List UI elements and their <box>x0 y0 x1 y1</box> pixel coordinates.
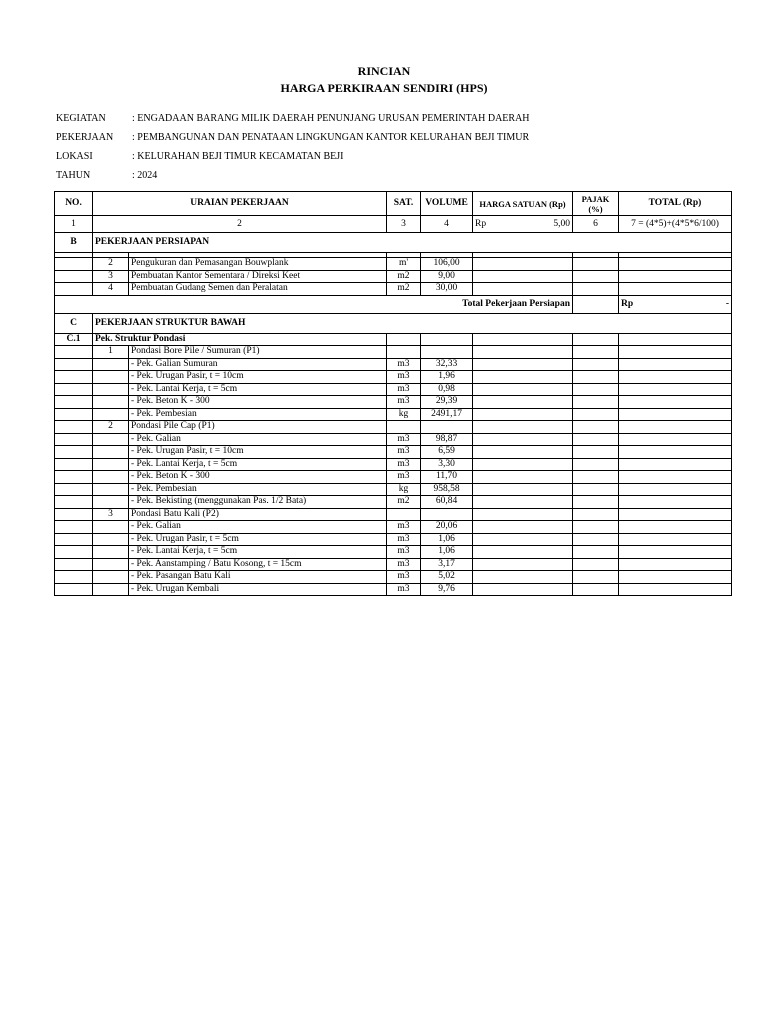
num-volume: 4 <box>421 216 473 233</box>
item-desc: - Pek. Beton K - 300 <box>129 471 387 484</box>
subno-cell <box>93 408 129 421</box>
harga-cell <box>473 371 573 384</box>
item-sat: m2 <box>387 283 421 296</box>
item-sat: m3 <box>387 358 421 371</box>
harga-cell <box>473 333 573 346</box>
item-sat: m3 <box>387 558 421 571</box>
no-cell <box>55 521 93 534</box>
harga-cell <box>473 483 573 496</box>
num-total: 7 = (4*5)+(4*5*6/100) <box>619 216 732 233</box>
harga-cell <box>473 558 573 571</box>
header-no: NO. <box>55 192 93 216</box>
group-title: Pondasi Batu Kali (P2) <box>129 508 387 521</box>
subno-cell <box>93 521 129 534</box>
section-b-row <box>55 233 732 253</box>
pajak-cell <box>573 446 619 459</box>
item-sat: m' <box>387 258 421 271</box>
no-cell <box>55 571 93 584</box>
header-pajak: PAJAK (%) <box>573 192 619 216</box>
item-desc: - Pek. Beton K - 300 <box>129 396 387 409</box>
header-volume: VOLUME <box>421 192 473 216</box>
subsection-title: Pek. Struktur Pondasi <box>93 333 387 346</box>
harga-cell <box>473 270 573 283</box>
hps-table <box>54 191 732 596</box>
harga-cell <box>473 258 573 271</box>
pajak-cell <box>573 383 619 396</box>
harga-cell <box>473 396 573 409</box>
total-cell <box>619 396 732 409</box>
total-value-cell <box>619 295 732 313</box>
harga-cell <box>473 496 573 509</box>
item-no: 2 <box>93 258 129 271</box>
item-sat: m3 <box>387 583 421 596</box>
no-cell <box>55 533 93 546</box>
item-desc: - Pek. Lantai Kerja, t = 5cm <box>129 546 387 559</box>
item-volume: 32,33 <box>421 358 473 371</box>
pajak-cell <box>573 433 619 446</box>
total-cell <box>619 496 732 509</box>
total-cell <box>619 483 732 496</box>
info-pekerjaan <box>56 132 530 151</box>
subno-cell <box>93 458 129 471</box>
item-volume: 2491,17 <box>421 408 473 421</box>
no-cell <box>55 371 93 384</box>
harga-cell <box>473 583 573 596</box>
harga-cell <box>473 358 573 371</box>
total-cell <box>619 546 732 559</box>
total-cell <box>619 283 732 296</box>
harga-cell <box>473 433 573 446</box>
harga-cell <box>473 346 573 359</box>
sat-cell <box>387 421 421 434</box>
item-volume: 1,06 <box>421 533 473 546</box>
total-cell <box>619 383 732 396</box>
table-row <box>55 496 732 509</box>
num-sat: 3 <box>387 216 421 233</box>
harga-cell <box>473 383 573 396</box>
subno-cell <box>93 571 129 584</box>
item-volume: 3,30 <box>421 458 473 471</box>
info-label: KEGIATAN <box>56 113 106 124</box>
total-cell <box>619 446 732 459</box>
harga-cell <box>473 508 573 521</box>
header-row <box>55 192 732 216</box>
item-desc: Pembuatan Kantor Sementara / Direksi Keet <box>129 270 387 283</box>
item-desc: - Pek. Galian <box>129 521 387 534</box>
no-cell <box>55 583 93 596</box>
total-cell <box>619 471 732 484</box>
item-sat: m3 <box>387 471 421 484</box>
item-sat: kg <box>387 483 421 496</box>
total-cell <box>619 346 732 359</box>
harga-cell <box>473 471 573 484</box>
subno-cell <box>93 583 129 596</box>
pajak-cell <box>573 521 619 534</box>
pajak-cell <box>573 458 619 471</box>
vol-cell <box>421 508 473 521</box>
subno-cell <box>93 358 129 371</box>
item-desc: - Pek. Pembesian <box>129 483 387 496</box>
item-sat: m2 <box>387 496 421 509</box>
harga-cell <box>473 283 573 296</box>
total-cell <box>619 408 732 421</box>
numbering-row <box>55 216 732 233</box>
table-row <box>55 270 732 283</box>
item-volume: 98,87 <box>421 433 473 446</box>
item-volume: 20,06 <box>421 521 473 534</box>
pajak-cell <box>573 471 619 484</box>
total-cell <box>619 421 732 434</box>
harga-cell <box>473 458 573 471</box>
group-row <box>55 508 732 521</box>
info-value: : 2024 <box>132 170 158 181</box>
harga-cell <box>473 421 573 434</box>
item-sat: m3 <box>387 533 421 546</box>
pajak-cell <box>573 358 619 371</box>
no-cell <box>55 258 93 271</box>
item-volume: 1,06 <box>421 546 473 559</box>
no-cell <box>55 471 93 484</box>
total-label: Total Pekerjaan Persiapan <box>55 295 573 313</box>
total-cell <box>619 571 732 584</box>
total-cell <box>619 458 732 471</box>
subno-cell <box>93 446 129 459</box>
harga-cell <box>473 546 573 559</box>
item-volume: 30,00 <box>421 283 473 296</box>
subno-cell <box>93 383 129 396</box>
item-desc: Pengukuran dan Pemasangan Bouwplank <box>129 258 387 271</box>
subno-cell <box>93 533 129 546</box>
total-cell <box>619 333 732 346</box>
sat-cell <box>387 346 421 359</box>
item-desc: - Pek. Galian Sumuran <box>129 358 387 371</box>
pajak-cell <box>573 333 619 346</box>
pajak-cell <box>573 283 619 296</box>
group-row <box>55 421 732 434</box>
info-value: : KELURAHAN BEJI TIMUR KECAMATAN BEJI <box>132 151 344 162</box>
table-row <box>55 533 732 546</box>
harga-cell <box>473 571 573 584</box>
item-sat: kg <box>387 408 421 421</box>
total-cell <box>619 371 732 384</box>
pajak-cell <box>573 396 619 409</box>
subno-cell <box>93 471 129 484</box>
total-row <box>55 295 732 313</box>
pajak-cell <box>573 483 619 496</box>
item-desc: - Pek. Galian <box>129 433 387 446</box>
subno-cell <box>93 433 129 446</box>
project-info <box>56 113 530 189</box>
info-label: TAHUN <box>56 170 91 181</box>
no-cell <box>55 396 93 409</box>
item-sat: m3 <box>387 383 421 396</box>
item-desc: Pembuatan Gudang Semen dan Peralatan <box>129 283 387 296</box>
subno-cell <box>93 546 129 559</box>
table-row <box>55 571 732 584</box>
subno-cell <box>93 371 129 384</box>
total-value: - <box>725 298 729 309</box>
no-cell <box>55 496 93 509</box>
num-rp: Rp <box>475 218 487 229</box>
vol-cell <box>421 333 473 346</box>
group-no: 1 <box>93 346 129 359</box>
table-row <box>55 446 732 459</box>
num-harga-val: 5,00 <box>553 218 570 229</box>
item-sat: m3 <box>387 546 421 559</box>
item-sat: m3 <box>387 521 421 534</box>
total-rp: Rp <box>621 298 634 309</box>
item-volume: 958,58 <box>421 483 473 496</box>
table-row <box>55 471 732 484</box>
section-c-title: PEKERJAAN STRUKTUR BAWAH <box>93 313 732 333</box>
total-pajak-cell <box>573 295 619 313</box>
total-cell <box>619 433 732 446</box>
no-cell <box>55 483 93 496</box>
total-cell <box>619 270 732 283</box>
group-title: Pondasi Bore Pile / Sumuran (P1) <box>129 346 387 359</box>
pajak-cell <box>573 508 619 521</box>
pajak-cell <box>573 533 619 546</box>
item-volume: 29,39 <box>421 396 473 409</box>
info-lokasi <box>56 151 530 170</box>
table-row <box>55 521 732 534</box>
no-cell <box>55 421 93 434</box>
harga-cell <box>473 533 573 546</box>
info-value: : ENGADAAN BARANG MILIK DAERAH PENUNJANG URUSAN PEMERINTAH DAERAH <box>132 113 530 124</box>
pajak-cell <box>573 421 619 434</box>
subno-cell <box>93 558 129 571</box>
table-row <box>55 358 732 371</box>
item-volume: 6,59 <box>421 446 473 459</box>
total-cell <box>619 558 732 571</box>
table-row <box>55 283 732 296</box>
info-kegiatan <box>56 113 530 132</box>
item-desc: - Pek. Pembesian <box>129 408 387 421</box>
item-desc: - Pek. Lantai Kerja, t = 5cm <box>129 383 387 396</box>
section-c-row <box>55 313 732 333</box>
pajak-cell <box>573 371 619 384</box>
num-no: 1 <box>55 216 93 233</box>
subsection-row <box>55 333 732 346</box>
num-uraian: 2 <box>93 216 387 233</box>
item-desc: - Pek. Urugan Pasir, t = 10cm <box>129 371 387 384</box>
total-cell <box>619 533 732 546</box>
num-pajak: 6 <box>573 216 619 233</box>
sat-cell <box>387 508 421 521</box>
item-sat: m2 <box>387 270 421 283</box>
total-cell <box>619 258 732 271</box>
item-no: 4 <box>93 283 129 296</box>
header-uraian: URAIAN PEKERJAAN <box>93 192 387 216</box>
total-cell <box>619 508 732 521</box>
doc-subtitle: HARGA PERKIRAAN SENDIRI (HPS) <box>280 81 488 95</box>
table-row <box>55 458 732 471</box>
table-row <box>55 408 732 421</box>
vol-cell <box>421 421 473 434</box>
table-row <box>55 383 732 396</box>
total-cell <box>619 521 732 534</box>
item-desc: - Pek. Aanstamping / Batu Kosong, t = 15cm <box>129 558 387 571</box>
no-cell <box>55 346 93 359</box>
item-sat: m3 <box>387 396 421 409</box>
pajak-cell <box>573 270 619 283</box>
item-sat: m3 <box>387 571 421 584</box>
group-row <box>55 346 732 359</box>
item-volume: 60,84 <box>421 496 473 509</box>
table-row <box>55 371 732 384</box>
section-b-title: PEKERJAAN PERSIAPAN <box>93 233 732 253</box>
item-volume: 1,96 <box>421 371 473 384</box>
item-sat: m3 <box>387 371 421 384</box>
info-label: LOKASI <box>56 151 93 162</box>
item-volume: 9,00 <box>421 270 473 283</box>
item-sat: m3 <box>387 433 421 446</box>
item-volume: 106,00 <box>421 258 473 271</box>
info-tahun <box>56 170 530 189</box>
subsection-code: C.1 <box>55 333 93 346</box>
item-volume: 3,17 <box>421 558 473 571</box>
group-title: Pondasi Pile Cap (P1) <box>129 421 387 434</box>
pajak-cell <box>573 546 619 559</box>
pajak-cell <box>573 583 619 596</box>
no-cell <box>55 433 93 446</box>
table-row <box>55 483 732 496</box>
section-c-code: C <box>55 313 93 333</box>
pajak-cell <box>573 258 619 271</box>
pajak-cell <box>573 571 619 584</box>
section-b-code: B <box>55 233 93 253</box>
sat-cell <box>387 333 421 346</box>
item-desc: - Pek. Lantai Kerja, t = 5cm <box>129 458 387 471</box>
info-label: PEKERJAAN <box>56 132 114 143</box>
group-no: 2 <box>93 421 129 434</box>
group-no: 3 <box>93 508 129 521</box>
table-row <box>55 396 732 409</box>
item-desc: - Pek. Urugan Pasir, t = 5cm <box>129 533 387 546</box>
no-cell <box>55 458 93 471</box>
subno-cell <box>93 396 129 409</box>
total-cell <box>619 583 732 596</box>
item-desc: - Pek. Pasangan Batu Kali <box>129 571 387 584</box>
no-cell <box>55 558 93 571</box>
item-no: 3 <box>93 270 129 283</box>
header-total: TOTAL (Rp) <box>619 192 732 216</box>
item-desc: - Pek. Bekisting (menggunakan Pas. 1/2 Bata) <box>129 496 387 509</box>
table-row <box>55 258 732 271</box>
vol-cell <box>421 346 473 359</box>
info-value: : PEMBANGUNAN DAN PENATAAN LINGKUNGAN KANTOR KELURAHAN BEJI TIMUR <box>132 132 530 143</box>
no-cell <box>55 546 93 559</box>
table-row <box>55 583 732 596</box>
pajak-cell <box>573 558 619 571</box>
no-cell <box>55 358 93 371</box>
item-desc: - Pek. Urugan Kembali <box>129 583 387 596</box>
harga-cell <box>473 446 573 459</box>
no-cell <box>55 446 93 459</box>
item-volume: 9,76 <box>421 583 473 596</box>
no-cell <box>55 383 93 396</box>
harga-cell <box>473 521 573 534</box>
doc-title: RINCIAN <box>357 64 411 78</box>
table-row <box>55 546 732 559</box>
no-cell <box>55 508 93 521</box>
item-volume: 11,70 <box>421 471 473 484</box>
item-sat: m3 <box>387 446 421 459</box>
header-sat: SAT. <box>387 192 421 216</box>
subno-cell <box>93 483 129 496</box>
no-cell <box>55 283 93 296</box>
table-row <box>55 558 732 571</box>
item-volume: 0,98 <box>421 383 473 396</box>
item-sat: m3 <box>387 458 421 471</box>
pajak-cell <box>573 346 619 359</box>
num-harga <box>473 216 573 233</box>
no-cell <box>55 408 93 421</box>
header-harga: HARGA SATUAN (Rp) <box>473 192 573 216</box>
pajak-cell <box>573 496 619 509</box>
item-volume: 5,02 <box>421 571 473 584</box>
total-cell <box>619 358 732 371</box>
pajak-cell <box>573 408 619 421</box>
item-desc: - Pek. Urugan Pasir, t = 10cm <box>129 446 387 459</box>
harga-cell <box>473 408 573 421</box>
table-row <box>55 433 732 446</box>
subno-cell <box>93 496 129 509</box>
no-cell <box>55 270 93 283</box>
